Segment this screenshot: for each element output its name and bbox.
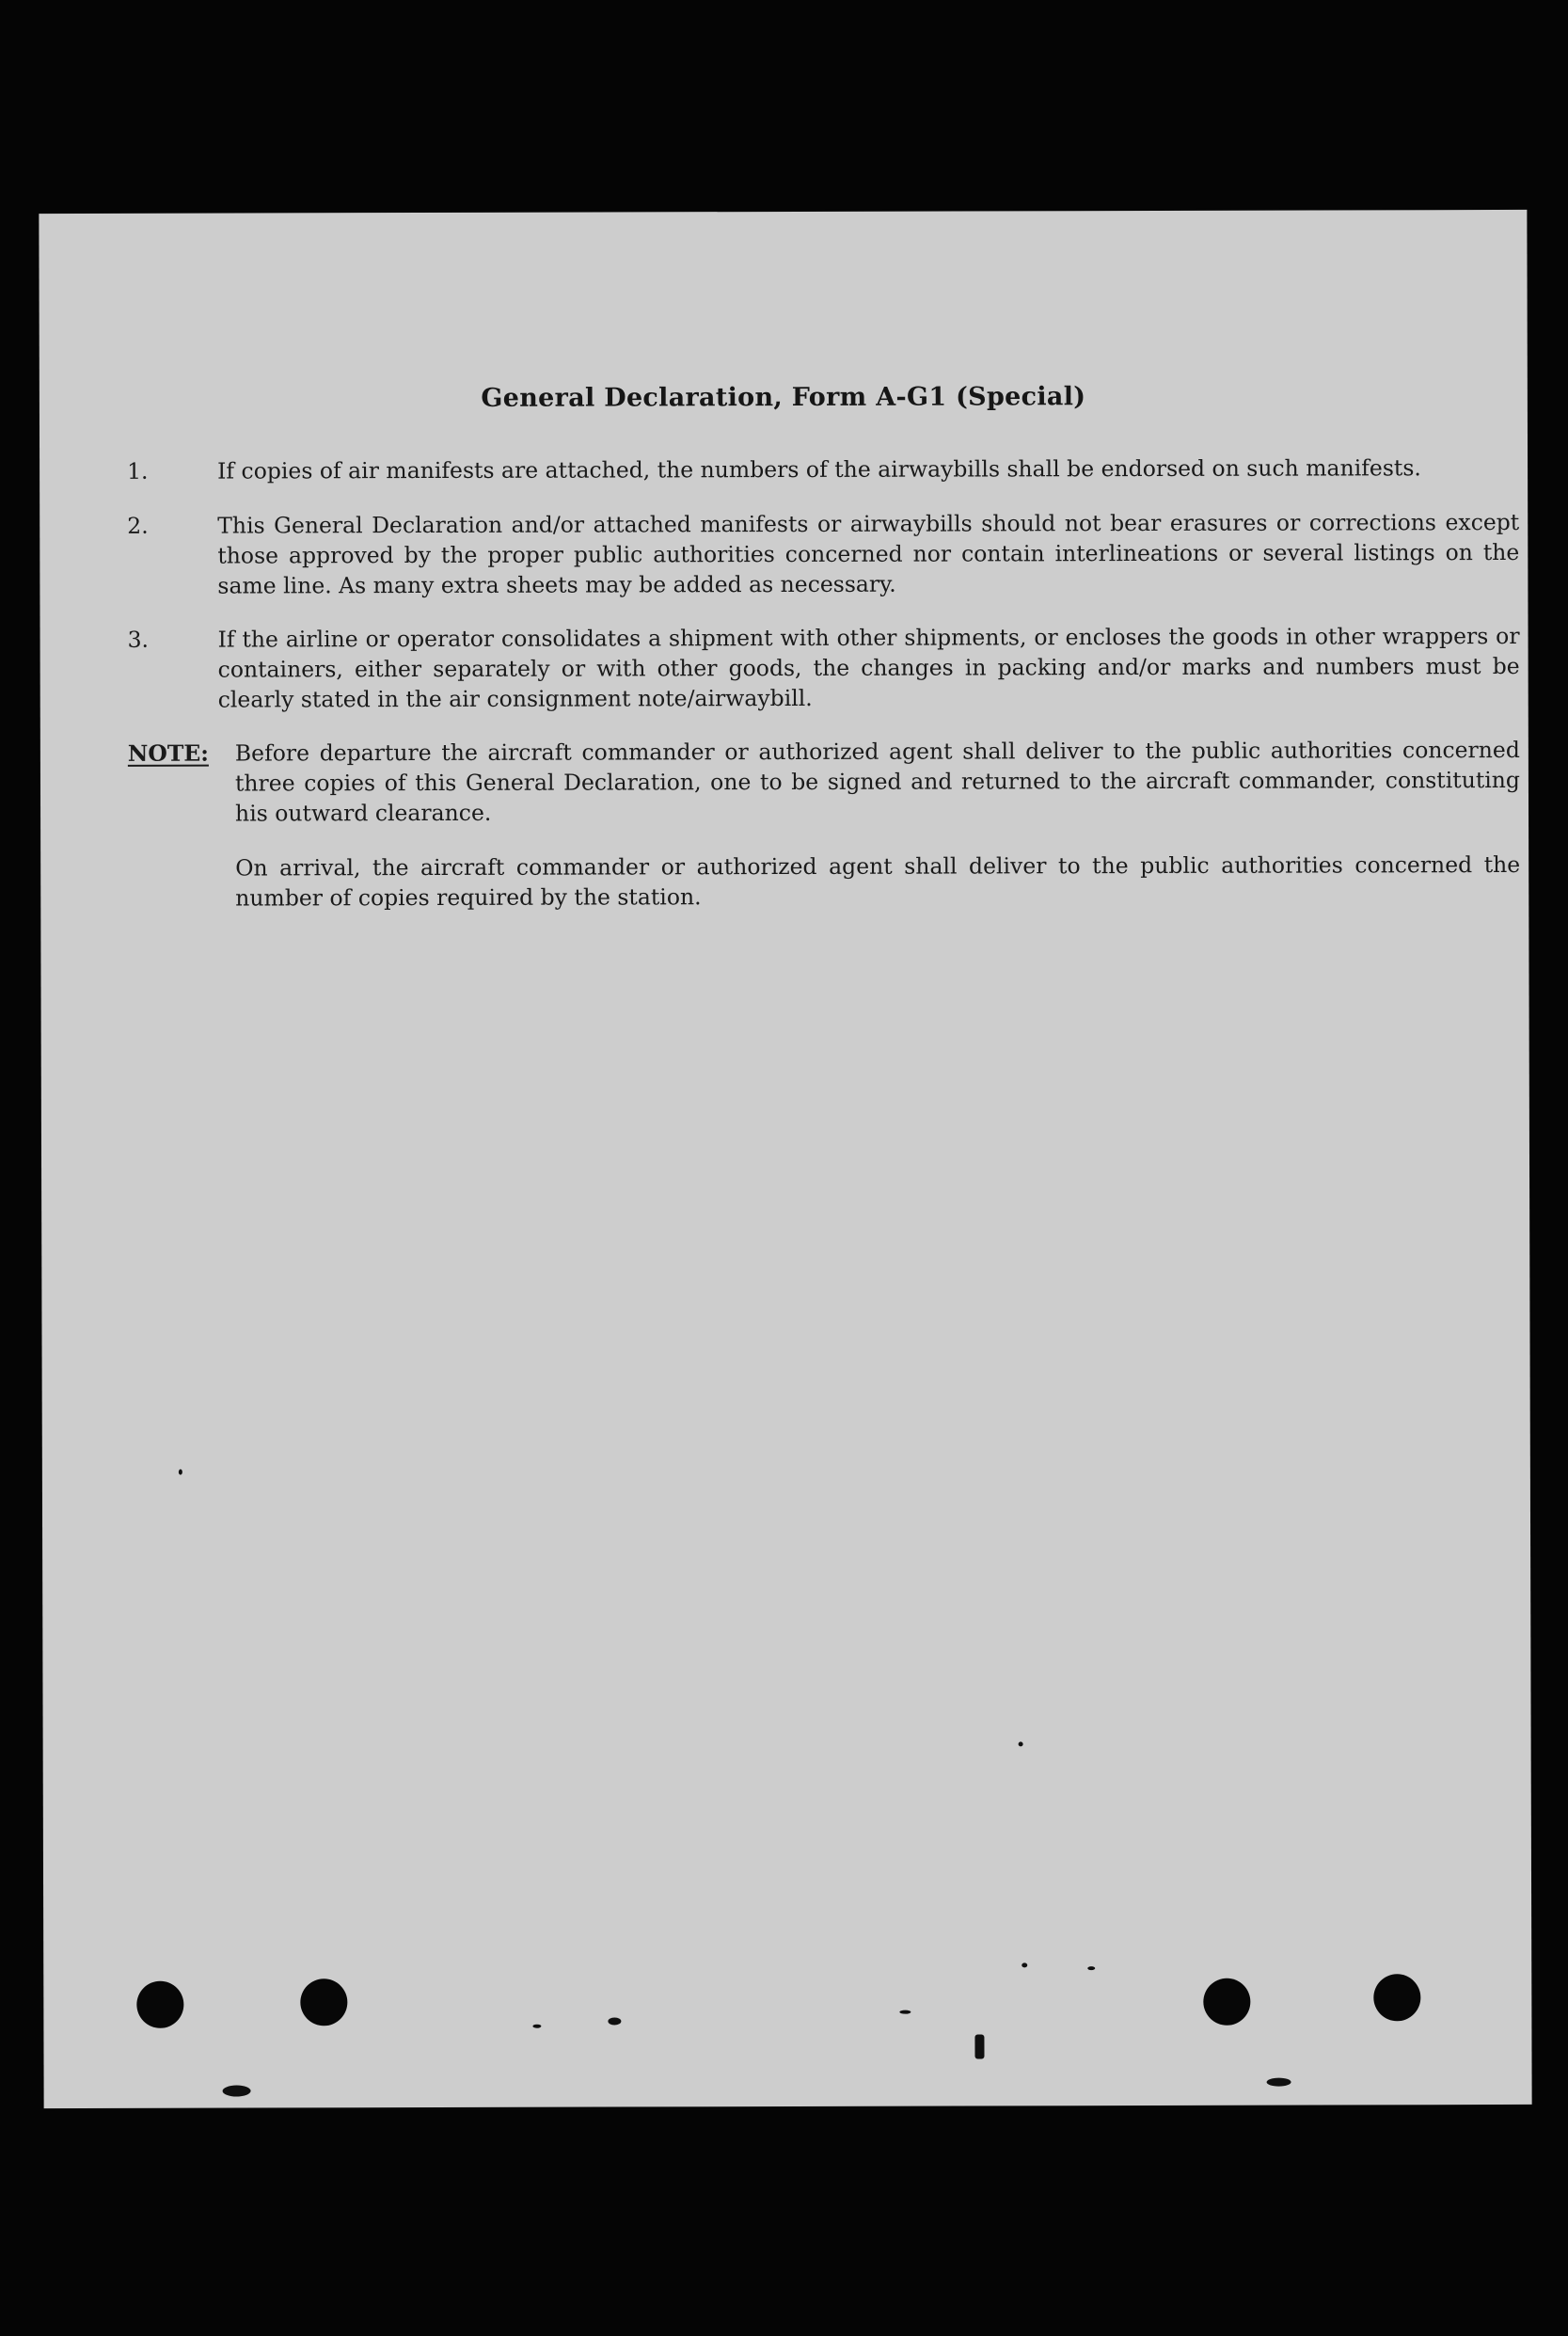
paper-speck	[223, 2085, 251, 2096]
punch-hole-right-1	[1203, 1978, 1250, 2026]
paper-speck	[1019, 1741, 1023, 1746]
item-number: 3.	[127, 626, 150, 653]
punch-hole-left-1	[136, 1981, 183, 2028]
paper-speck	[179, 1470, 182, 1475]
note-label: NOTE:	[127, 739, 209, 767]
note-paragraph-1: Before departure the aircraft commander or authorized agent shall deliver to the public authorities concerned three copies of this General Declaration, one to be signed and returned to the aircraft commander, constituting his outward clearance.	[234, 736, 1520, 827]
note-paragraph-2: On arrival, the aircraft commander or authorized agent shall deliver to the public authorities concerned the number of copies required by the station.	[235, 850, 1521, 912]
item-text: This General Declaration and/or attached manifests or airwaybills should not bear erasures or corrections except those approved by the proper public authorities concerned nor contain interlineations or several listings on the same line. As many extra sheets may be added as necessary.	[217, 508, 1520, 599]
item-number: 2.	[127, 512, 149, 539]
paper-speck	[532, 2025, 541, 2028]
paper-speck	[1267, 2078, 1291, 2087]
paper-speck	[608, 2017, 621, 2025]
document-title: General Declaration, Form A-G1 (Special)	[481, 382, 1086, 413]
document-page	[39, 210, 1531, 2108]
item-text: If copies of air manifests are attached, the numbers of the airwaybills shall be endorsed on such manifests.	[217, 454, 1421, 485]
paper-speck	[1087, 1966, 1095, 1970]
paper-speck	[974, 2034, 984, 2058]
list-item-2	[127, 507, 1519, 601]
item-text: If the airline or operator consolidates a shipment with other shipments, or encloses the goods in other wrappers or containers, either separately or with other goods, the changes in packing and/or marks and numbers must be clearly stated in the air consignment note/airwaybill.	[217, 622, 1520, 713]
list-item-1	[127, 453, 1519, 486]
punch-hole-right-2	[1373, 1974, 1420, 2021]
paper-speck	[1022, 1963, 1027, 1967]
paper-speck	[899, 2010, 911, 2014]
punch-hole-left-2	[300, 1978, 347, 2026]
item-number: 1.	[127, 457, 149, 485]
list-item-3	[128, 621, 1520, 715]
